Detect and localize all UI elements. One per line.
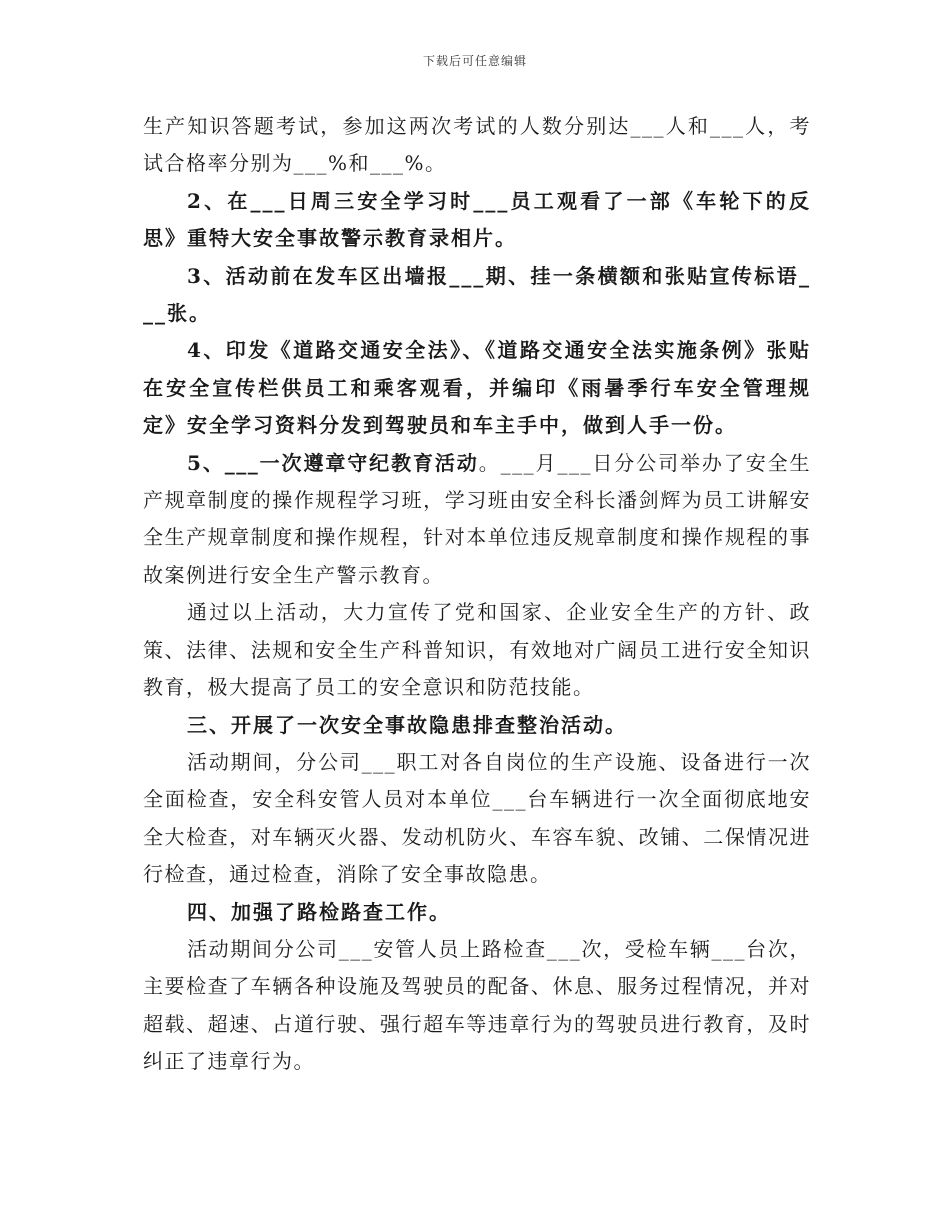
page-header: 下载后可任意编辑 (422, 54, 527, 68)
list-item-4: 4、印发《道路交通安全法》、《道路交通安全法实施条例》张贴在安全宣传栏供员工和乘客观看，并编印《雨暑季行车安全管理规定》安全学习资料分发到驾驶员和车主手中，做到人手一份。 (143, 338, 811, 438)
section-heading-4: 四、加强了路检路查工作。 (187, 899, 451, 924)
list-item-5 (143, 445, 811, 595)
paragraph-exam-results: 生产知识答题考试，参加这两次考试的人数分别达___人和___人，考试合格率分别为___%和___%。 (143, 114, 811, 176)
section-heading-3: 三、开展了一次安全事故隐患排查整治活动。 (187, 712, 627, 737)
list-item-2: 2、在___日周三安全学习时___员工观看了一部《车轮下的反思》重特大安全事故警示教育录相片。 (143, 188, 811, 251)
paragraph-summary: 通过以上活动，大力宣传了党和国家、企业安全生产的方针、政策、法律、法规和安全生产科普知识，有效地对广阔员工进行安全知识教育，极大提高了员工的安全意识和防范技能。 (143, 600, 811, 700)
document-body (143, 108, 811, 1081)
list-item-5-body: 。___月___日分公司举办了安全生产规章制度的操作规程学习班，学习班由安全科长潘剑辉为员工讲解安全生产规章制度和操作规程，针对本单位违反规章制度和操作规程的事故案例进行安全生产警示教育。 (143, 450, 812, 587)
list-item-5-lead: 5、___一次遵章守纪教育活动 (187, 450, 479, 475)
paragraph-section-4: 活动期间分公司___安管人员上路检查___次，受检车辆___台次，主要检查了车辆各种设施及驾驶员的配备、休息、服务过程情况，并对超载、超速、占道行驶、强行超车等违章行为的驾驶员进行教育，及时纠正了违章行为。 (143, 936, 811, 1074)
list-item-3: 3、活动前在发车区出墙报___期、挂一条横额和张贴宣传标语___张。 (143, 263, 811, 326)
paragraph-section-3: 活动期间，分公司___职工对各自岗位的生产设施、设备进行一次全面检查，安全科安管人员对本单位___台车辆进行一次全面彻底地安全大检查，对车辆灭火器、发动机防火、车容车貌、改铺、二保情况进行检查，通过检查，消除了安全事故隐患。 (143, 749, 811, 887)
